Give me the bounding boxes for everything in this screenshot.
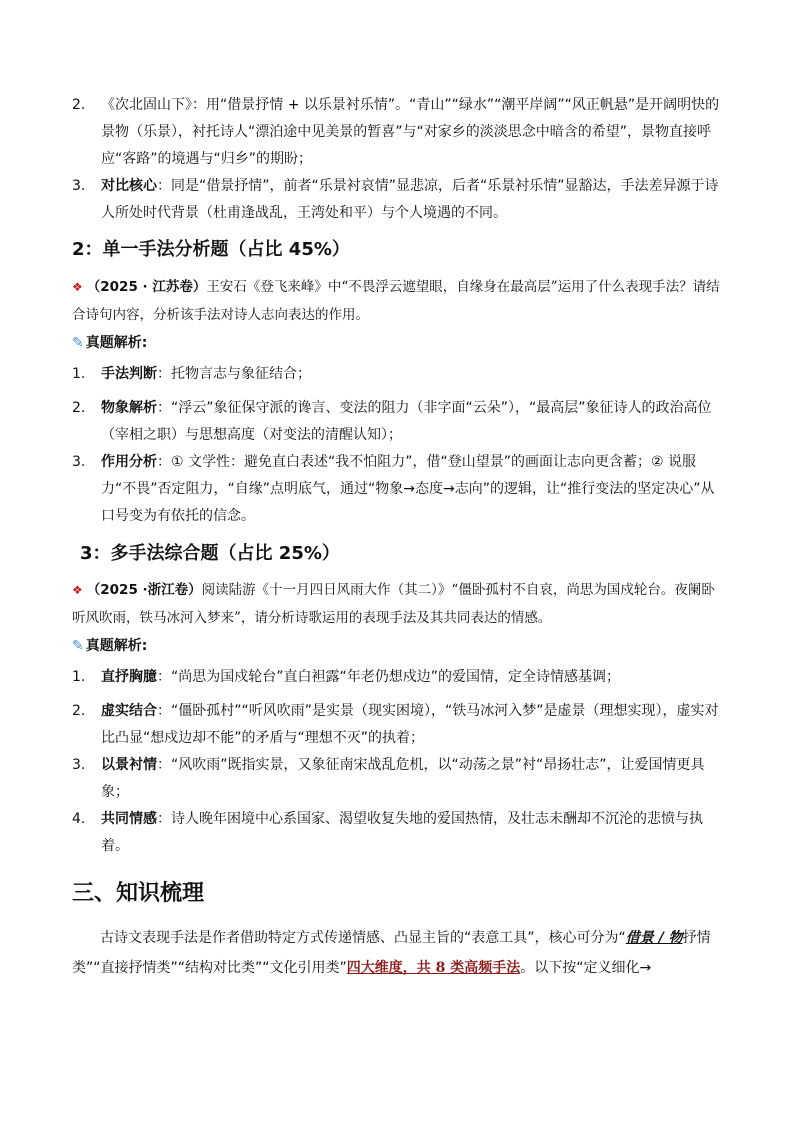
section-heading: 3：多手法综合题（占比 25%） [80, 543, 340, 564]
diamond-icon: ❖ [72, 280, 83, 294]
analysis-label: ✎ 真题解析: [72, 638, 148, 654]
section-heading: 2：单一手法分析题（占比 45%） [72, 239, 350, 260]
pencil-icon: ✎ [72, 638, 84, 654]
pencil-icon: ✎ [72, 335, 84, 351]
exam-question: ❖ （2025 · 江苏卷）王安石《登飞来峰》中“不畏浮云遮望眼，自缘身在最高层”运用了什么表现手法？请结合诗句内容，分析该手法对诗人志向表达的作用。 [72, 279, 720, 323]
document-page: 2. 《次北固山下》：用“借景抒情 + 以乐景衬乐情”。“青山”“绿水”“潮平岸阔”“风正帆悬”是开阔明快的景物（乐景），衬托诗人“漂泊途中见美景的暂喜”与“对家乡的淡淡思念中暗含的希望”，景物直接呼应“客路”的境遇与“归乡”的期盼； 3. 对比核心：同是“借景抒情”，前者“乐景衬哀情”显悲凉，后者“乐景衬乐情”显豁达，手法差异源于诗人所处时代背景（杜甫逢战乱，王湾处和平）与个人境遇的不同。 2：单一手法分析题（占比 45%） ❖ （2025 · 江苏卷）王安石《登飞来峰》中“不畏浮云遮望眼，自缘身在最高层”运用了什么表现手法？请结合诗句内容，分析该手法对诗人志向表达的作用。 ✎ 真题解析: 1. 手法判断：托物言志与象征结合； 2. 物象解析：“浮云”象征保守派的谗言、变法的阻力（非字面“云朵”），“最高层”象征诗人的政治高位（宰相之职）与思想高度（对变法的清醒认知）； 3. 作用分析：① 文学性：避免直白表述“我不怕阻力”，借“登山望景”的画面让志向更含蓄；② 说服力“不畏”否定阻力，“自缘”点明底气，通过“物象→态度→志向”的逻辑，让“推行变法的坚定决心”从口号变为有依托的信念。 3：多手法综合题（占比 25%） ❖ （2025 ·浙江卷）阅读陆游《十一月四日风雨大作（其二）》“僵卧孤村不自哀，尚思为国戍轮台。夜阑卧听风吹雨，铁马冰河入梦来”，请分析诗歌运用的表现手法及其共同表达的情感。 ✎ 真题解析: 1. 直抒胸臆：“尚思为国戍轮台”直白袒露“年老仍想戍边”的爱国情，定全诗情感基调； 2. 虚实结合：“僵卧孤村”“听风吹雨”是实景（现实困境），“铁马冰河入梦”是虚景（理想实现），虚实对比凸显“想戍边却不能”的矛盾与“理想不灭”的执着； 3. 以景衬情：“风吹雨”既指实景，又象征南宋战乱危机，以“动荡之景”衬“昂扬壮志”，让爱国情更具象； 4. 共同情感：诗人晚年困境中心系国家、渴望收复失地的爱国热情，及壮志未酬却不沉沦的悲愤与执着。 三、知识梳理 古诗文表现手法是作者借助特定方式传递情感、凸显主旨的“表意工具”，核心可分为“借景 / 物抒情类”“直接抒情类”“结构对比类”“文化引用类”四大维度，共 8 类高频手法。以下按“定义细化→ [0, 0, 794, 1123]
list-number: 2. [72, 97, 86, 113]
list-text: 对比核心：同是“借景抒情”，前者“乐景衬哀情”显悲凉，后者“乐景衬乐情”显豁达，手法差异源于诗人所处时代背景（杜甫逢战乱，王湾处和平）与个人境遇的不同。 [101, 178, 719, 221]
analysis-label: ✎ 真题解析: [72, 335, 148, 351]
exam-question: ❖ （2025 ·浙江卷）阅读陆游《十一月四日风雨大作（其二）》“僵卧孤村不自哀，尚思为国戍轮台。夜阑卧听风吹雨，铁马冰河入梦来”，请分析诗歌运用的表现手法及其共同表达的情感。 [72, 582, 715, 626]
list-number: 3. [72, 178, 86, 194]
intro-paragraph: 古诗文表现手法是作者借助特定方式传递情感、凸显主旨的“表意工具”，核心可分为“借景 / 物抒情类”“直接抒情类”“结构对比类”“文化引用类”四大维度，共 8 类高频手法。以下按“定义细化→ [72, 930, 711, 976]
diamond-icon: ❖ [72, 583, 83, 597]
section-title: 三、知识梳理 [72, 881, 205, 906]
list-text: 《次北固山下》：用“借景抒情 + 以乐景衬乐情”。“青山”“绿水”“潮平岸阔”“风正帆悬”是开阔明快的景物（乐景），衬托诗人“漂泊途中见美景的暂喜”与“对家乡的淡淡思念中暗含的希望”，景物直接呼应“客路”的境遇与“归乡”的期盼； [101, 97, 720, 167]
